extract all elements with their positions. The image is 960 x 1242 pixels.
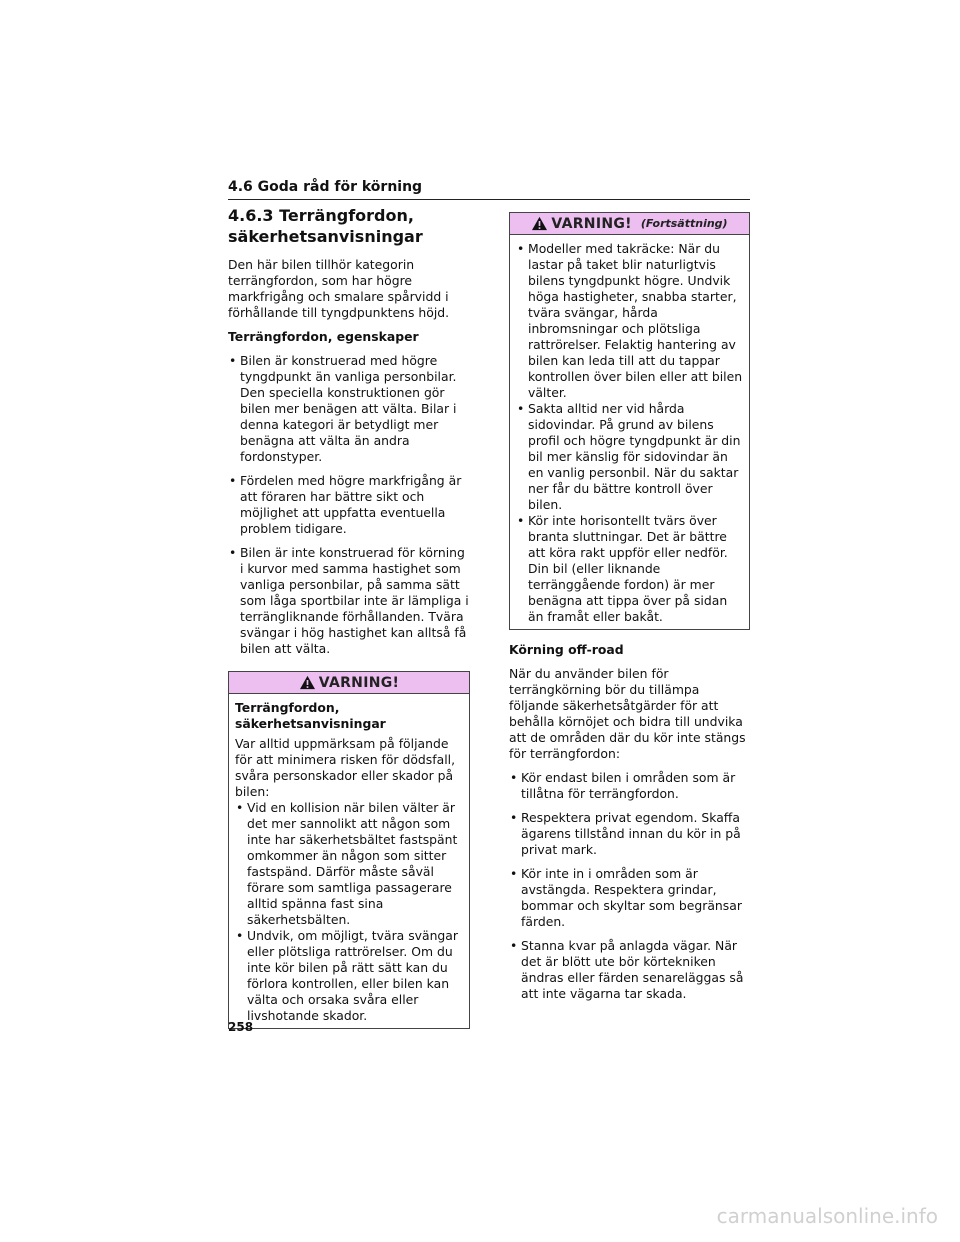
warning-triangle-icon (299, 675, 316, 690)
list-item: • Respektera privat egendom. Skaffa ägarens tillstånd innan du kör in på privat mark. (509, 810, 750, 858)
characteristics-heading: Terrängfordon, egenskaper (228, 329, 419, 344)
left-column (228, 205, 470, 1029)
list-item: • Bilen är inte konstruerad för körning i kurvor med samma hastighet som vanliga personbilar, på samma sätt som låga sportbilar inte är lämpliga i terrängliknande förhållanden. Tvära svängar i hög hastighet kan alltså få bilen att välta. (228, 545, 470, 657)
chapter-title: 4.6 Goda råd för körning (228, 179, 423, 195)
list-item: • Undvik, om möjligt, tvära svängar eller plötsliga rattrörelser. Om du inte kör bilen på rätt sätt kan du förlora kontrollen, eller bilen kan välta och orsaka svåra eller livshotande skador. (235, 928, 463, 1024)
list-item: • Stanna kvar på anlagda vägar. När det är blött ute bör körtekniken ändras eller färden senareläggas så att inte vägarna tar skada. (509, 938, 750, 1002)
warning-label: VARNING! (551, 215, 632, 232)
list-item: • Kör endast bilen i områden som är tillåtna för terrängfordon. (509, 770, 750, 802)
warning-subheading: Terrängfordon, säkerhetsanvisningar (235, 700, 386, 731)
warning-triangle-icon (531, 216, 548, 231)
section-title-line2: säkerhetsanvisningar (228, 227, 423, 246)
warning-box (228, 671, 470, 1029)
list-item: • Fördelen med högre markfrigång är att föraren har bättre sikt och möjlighet att uppfatta eventuella problem tidigare. (228, 473, 470, 537)
list-item: • Sakta alltid ner vid hårda sidovindar. På grund av bilens profil och högre tyngdpunkt är din bil mer känslig för sidovindar än en vanlig personbil. När du saktar ner får du bättre kontroll över bilen. (516, 401, 743, 513)
section-title-line1: 4.6.3 Terrängfordon, (228, 206, 414, 225)
page-header (228, 176, 750, 200)
warning-header (510, 213, 749, 235)
offroad-heading: Körning off-road (509, 642, 624, 657)
warning-header (229, 672, 469, 694)
section-title (228, 205, 470, 247)
warning-list (516, 241, 743, 625)
continued-label: (Fortsättning) (640, 217, 728, 230)
watermark: carmanualsonline.info (716, 1204, 938, 1228)
offroad-intro: När du använder bilen för terrängkörning bör du tillämpa följande säkerhetsåtgärder för att behålla körnöjet och bidra till undvika att de områden där du kör inte stängs för terrängfordon: (509, 666, 746, 761)
list-item: • Kör inte horisontellt tvärs över branta sluttningar. Det är bättre att köra rakt uppför eller nedför. Din bil (eller liknande terränggående fordon) är mer benägna att tippa över på sidan än framåt eller bakåt. (516, 513, 743, 625)
warning-label: VARNING! (318, 674, 400, 691)
warning-intro: Var alltid uppmärksam på följande för att minimera risken för dödsfall, svåra personskador eller skador på bilen: (235, 736, 456, 799)
page-number: 258 (228, 1020, 254, 1034)
offroad-list (509, 770, 750, 1002)
warning-body (229, 694, 469, 1028)
list-item: • Bilen är konstruerad med högre tyngdpunkt än vanliga personbilar. Den speciella konstruktionen gör bilen mer benägen att välta. Bilar i denna kategori är betydligt mer benägna att välta än andra fordonstyper. (228, 353, 470, 465)
right-column (509, 212, 750, 1010)
characteristics-list (228, 353, 470, 657)
warning-list (235, 800, 463, 1024)
list-item: • Kör inte in i områden som är avstängda. Respektera grindar, bommar och skyltar som begränsar färden. (509, 866, 750, 930)
list-item: • Vid en kollision när bilen välter är det mer sannolikt att någon som inte har säkerhetsbältet fastspänt omkommer än någon som sitter fastspänd. Därför måste såväl förare som samtliga passagerare alltid spänna fast sina säkerhetsbälten. (235, 800, 463, 928)
list-item: • Modeller med takräcke: När du lastar på taket blir naturligtvis bilens tyngdpunkt högre. Undvik höga hastigheter, snabba starter, tvära svängar, hårda inbromsningar och plötsliga rattrörelser. Felaktig hantering av bilen kan leda till att du tappar kontrollen över bilen eller att bilen välter. (516, 241, 743, 401)
warning-box-continued (509, 212, 750, 630)
intro-paragraph: Den här bilen tillhör kategorin terrängfordon, som har högre markfrigång och smalare spårvidd i förhållande till tyngdpunktens höjd. (228, 257, 450, 320)
warning-body (510, 235, 749, 629)
